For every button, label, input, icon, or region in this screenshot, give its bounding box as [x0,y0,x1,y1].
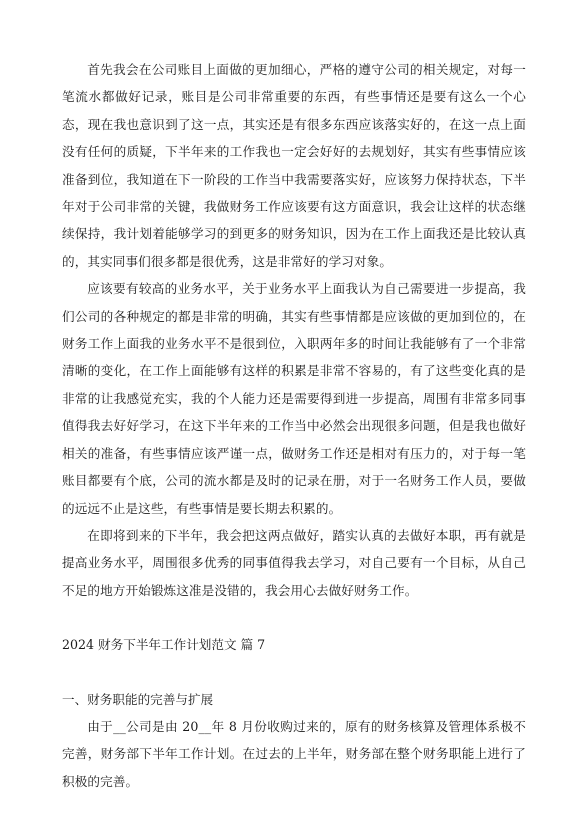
body-paragraph-3: 在即将到来的下半年，我会把这两点做好，踏实认真的去做好本职，再有就是提高业务水平，周围很多优秀的同事值得我去学习，对自己要有一个目标，从自己不足的地方开始锻炼这准是没错的，我会用心去做好财务工作。 [62,527,526,598]
body-paragraph-4: 由于__公司是由 20__年 8 月份收购过来的，原有的财务核算及管理体系极不完善，财务部下半年工作计划。在过去的上半年，财务部在整个财务职能上进行了积极的完善。 [62,718,526,789]
subheading: 一、财务职能的完善与扩展 [62,691,214,707]
body-paragraph-2: 应该要有较高的业务水平，关于业务水平上面我认为自己需要进一步提高，我们公司的各种规定的都是非常的明确，其实有些事情都是应该做的更加到位的，在财务工作上面我的业务水平不是很到位，入职两年多的时间让我能够有了一个非常清晰的变化，在工作上面能够有这样的积累是非常不容易的，有了这些变化真的是非常的让我感觉充实，我的个人能力还是需要得到进一步提高，周围有非常多同事值得我去好好学习，在这下半年来的工作当中必然会出现很多问题，但是我也做好相关的准备，有些事情应该严谨一点，做财务工作还是相对有压力的，对于每一笔账目都要有个底，公司的流水都是及时的记录在册，对于一名财务工作人员，要做的远远不止是这些，有些事情是要长期去积累的。 [62,281,526,516]
body-paragraph-1: 首先我会在公司账目上面做的更加细心，严格的遵守公司的相关规定，对每一笔流水都做好记录，账目是公司非常重要的东西，有些事情还是要有这么一个心态，现在我也意识到了这一点，其实还是有很多东西应该落实好的，在这一点上面没有任何的质疑，下半年来的工作我也一定会好好的去规划好，其实有些事情应该准备到位，我知道在下一阶段的工作当中我需要落实好，应该努力保持状态，下半年对于公司非常的关键，我做财务工作应该要有这方面意识，我会让这样的状态继续保持，我计划着能够学习的到更多的财务知识，因为在工作上面我还是比较认真的，其实同事们很多都是很优秀，这是非常好的学习对象。 [62,62,526,269]
section-title: 2024 财务下半年工作计划范文 篇 7 [62,637,266,653]
